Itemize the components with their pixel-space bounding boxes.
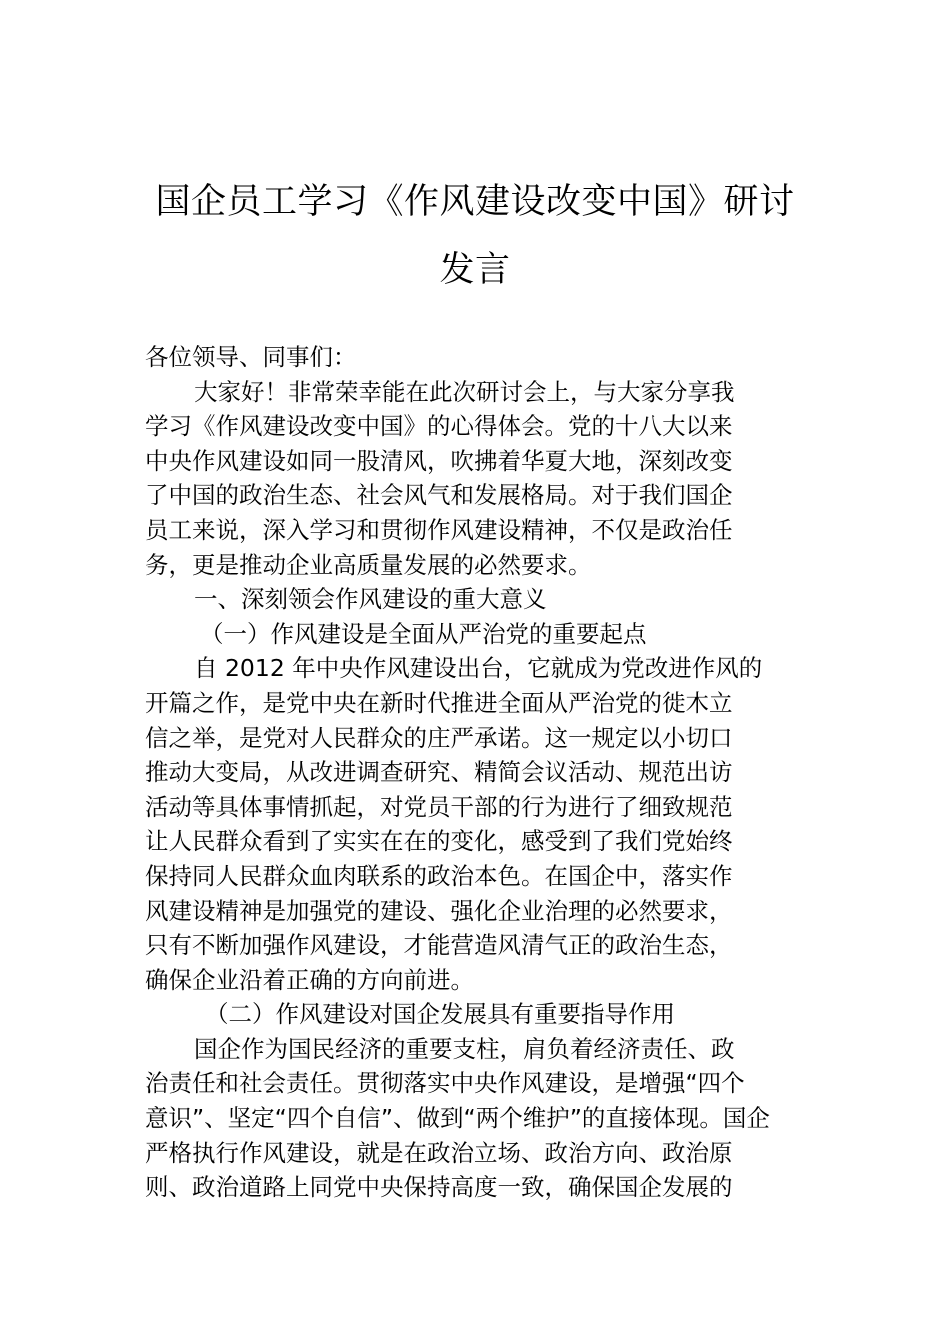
paragraph-line: 中央作风建设如同一股清风，吹拂着华夏大地，深刻改变: [145, 446, 733, 475]
subsection-heading: （一）作风建设是全面从严治党的重要起点: [200, 619, 647, 648]
paragraph-line: 员工来说，深入学习和贯彻作风建设精神，不仅是政治任: [145, 515, 733, 544]
paragraph-line: 治责任和社会责任。贯彻落实中央作风建设，是增强“四个: [145, 1069, 745, 1098]
document-title-line-2: 发言: [439, 250, 511, 290]
section-heading: 一、深刻领会作风建设的重大意义: [194, 585, 547, 614]
paragraph-line: 务，更是推动企业高质量发展的必然要求。: [145, 550, 592, 579]
document-body: [145, 340, 815, 1205]
paragraph-line: 意识”、坚定“四个自信”、做到“两个维护”的直接体现。国企: [145, 1104, 770, 1133]
paragraph-line: 推动大变局，从改进调查研究、精简会议活动、规范出访: [145, 758, 733, 787]
subsection-heading: （二）作风建设对国企发展具有重要指导作用: [205, 1000, 675, 1029]
paragraph-line: 自 2012 年中央作风建设出台，它就成为党改进作风的: [194, 654, 763, 683]
paragraph-line: 则、政治道路上同党中央保持高度一致，确保国企发展的: [145, 1173, 733, 1202]
paragraph-line: 大家好！非常荣幸能在此次研讨会上，与大家分享我: [194, 377, 735, 406]
paragraph-line: 只有不断加强作风建设，才能营造风清气正的政治生态，: [145, 931, 733, 960]
paragraph-line: 活动等具体事情抓起，对党员干部的行为进行了细致规范: [145, 792, 733, 821]
paragraph-line: 保持同人民群众血肉联系的政治本色。在国企中，落实作: [145, 861, 733, 890]
paragraph-line: 严格执行作风建设，就是在政治立场、政治方向、政治原: [145, 1138, 733, 1167]
paragraph-line: 国企作为国民经济的重要支柱，肩负着经济责任、政: [194, 1034, 735, 1063]
paragraph-line: 了中国的政治生态、社会风气和发展格局。对于我们国企: [145, 481, 733, 510]
paragraph-line: 信之举，是党对人民群众的庄严承诺。这一规定以小切口: [145, 723, 733, 752]
document-title-line-1: 国企员工学习《作风建设改变中国》研讨: [155, 182, 795, 222]
paragraph-line: 风建设精神是加强党的建设、强化企业治理的必然要求，: [145, 896, 733, 925]
paragraph-line: 让人民群众看到了实实在在的变化，感受到了我们党始终: [145, 827, 733, 856]
paragraph-line: 开篇之作，是党中央在新时代推进全面从严治党的徙木立: [145, 688, 733, 717]
paragraph-line: 确保企业沿着正确的方向前进。: [145, 965, 474, 994]
salutation: 各位领导、同事们：: [145, 343, 357, 371]
paragraph-line: 学习《作风建设改变中国》的心得体会。党的十八大以来: [145, 412, 733, 441]
